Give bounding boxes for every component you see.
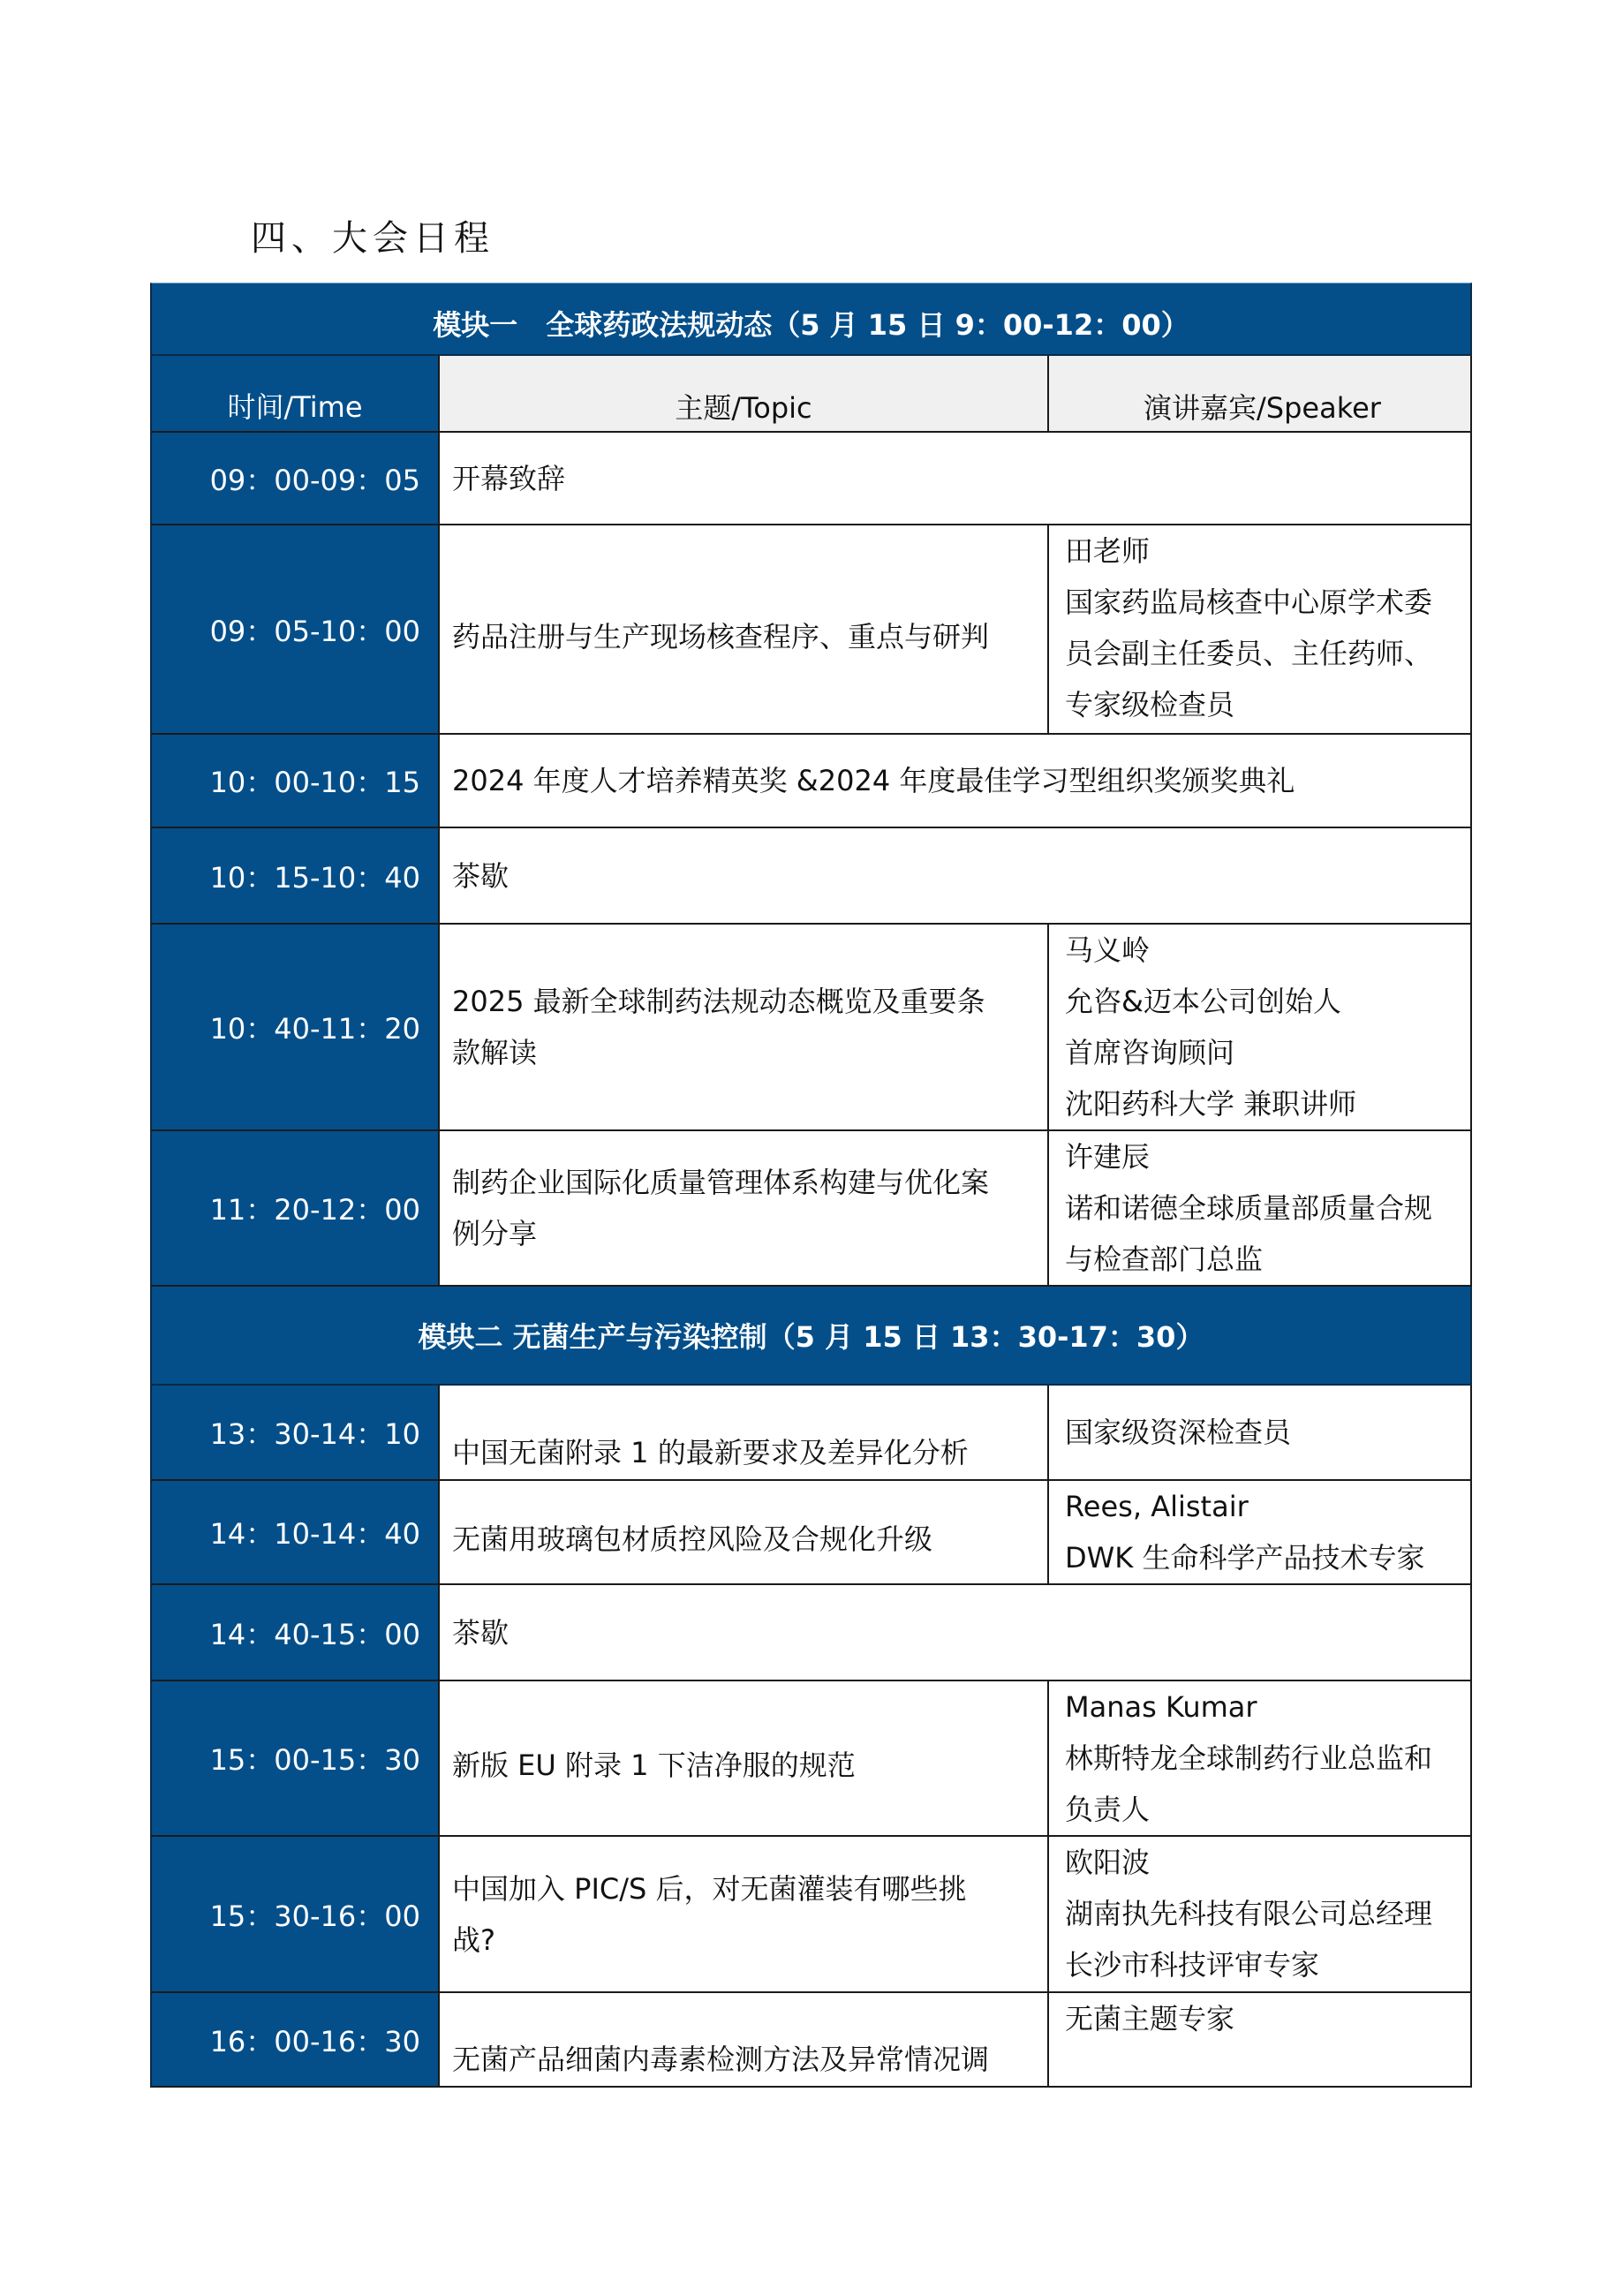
- session-time: 10：15-10：40: [150, 828, 438, 925]
- session-topic: 茶歇: [438, 828, 1472, 925]
- session-speaker: [1047, 1837, 1472, 1993]
- session-time: 14：40-15：00: [150, 1585, 438, 1681]
- table-row: [150, 925, 1472, 1131]
- session-time: 09：05-10：00: [150, 525, 438, 735]
- topic-line: 中国加入 PIC/S 后，对无菌灌装有哪些挑: [452, 1871, 967, 1906]
- topic-line: 制药企业国际化质量管理体系构建与优化案: [452, 1166, 990, 1199]
- session-topic: 无菌用玻璃包材质控风险及合规化升级: [438, 1481, 1047, 1585]
- session-speaker: [1047, 525, 1472, 735]
- session-time: 10：40-11：20: [150, 925, 438, 1131]
- session-time: 14：10-14：40: [150, 1481, 438, 1585]
- column-header-time: [150, 356, 438, 433]
- table-row: [150, 1993, 1472, 2088]
- speaker-title: 负责人: [1065, 1793, 1151, 1826]
- speaker-name: 田老师: [1065, 534, 1151, 568]
- session-topic: 无菌产品细菌内毒素检测方法及异常情况调: [438, 1993, 1047, 2088]
- session-topic: 药品注册与生产现场核查程序、重点与研判: [438, 525, 1047, 735]
- table-row: [150, 433, 1472, 525]
- table-row: [150, 1837, 1472, 1993]
- column-header-speaker: [1047, 356, 1472, 433]
- session-time: 15：30-16：00: [150, 1837, 438, 1993]
- topic-line: 款解读: [452, 1036, 538, 1069]
- session-topic: [438, 1837, 1047, 1993]
- speaker-title: 沈阳药科大学 兼职讲师: [1065, 1087, 1357, 1121]
- column-header-topic: [438, 356, 1047, 433]
- module-1-header: [150, 283, 1472, 356]
- topic-line: 2025 最新全球制药法规动态概览及重要条: [452, 985, 985, 1018]
- table-row: [150, 525, 1472, 735]
- session-time: 09：00-09：05: [150, 433, 438, 525]
- table-row: [150, 1681, 1472, 1837]
- speaker-title: 与检查部门总监: [1065, 1242, 1264, 1276]
- session-speaker: [1047, 1386, 1472, 1481]
- speaker-title: 诺和诺德全球质量部质量合规: [1065, 1191, 1433, 1225]
- column-header-speaker-label: 演讲嘉宾/Speaker: [1144, 391, 1381, 425]
- table-row: [150, 1386, 1472, 1481]
- column-header-topic-label: 主题/Topic: [675, 391, 812, 425]
- session-time: 15：00-15：30: [150, 1681, 438, 1837]
- session-topic: 中国无菌附录 1 的最新要求及差异化分析: [438, 1386, 1047, 1481]
- speaker-name: 许建辰: [1065, 1140, 1151, 1174]
- session-speaker: [1047, 1993, 1472, 2088]
- speaker-title: 首席咨询顾问: [1065, 1036, 1235, 1069]
- speaker-name: Manas Kumar: [1065, 1690, 1257, 1724]
- speaker-name: 无菌主题专家: [1065, 2002, 1235, 2035]
- module-2-header: [150, 1287, 1472, 1386]
- speaker-title: DWK 生命科学产品技术专家: [1065, 1541, 1425, 1575]
- column-header-row: [150, 356, 1472, 433]
- session-time: 16：00-16：30: [150, 1993, 438, 2088]
- column-header-time-label: 时间/Time: [227, 390, 363, 424]
- speaker-title: 允咨&迈本公司创始人: [1065, 985, 1341, 1018]
- session-topic: 开幕致辞: [438, 433, 1472, 525]
- session-speaker: [1047, 1481, 1472, 1585]
- session-time: 11：20-12：00: [150, 1131, 438, 1287]
- speaker-name: 马义岭: [1065, 933, 1151, 967]
- table-row: [150, 735, 1472, 828]
- session-speaker: [1047, 925, 1472, 1131]
- topic-line: 例分享: [452, 1217, 538, 1250]
- speaker-name: 欧阳波: [1065, 1846, 1151, 1879]
- session-topic: [438, 925, 1047, 1131]
- session-topic: 新版 EU 附录 1 下洁净服的规范: [438, 1681, 1047, 1837]
- session-topic: 2024 年度人才培养精英奖 &2024 年度最佳学习型组织奖颁奖典礼: [438, 735, 1472, 828]
- speaker-name: Rees, Alistair: [1065, 1490, 1249, 1523]
- speaker-title: 林斯特龙全球制药行业总监和: [1065, 1741, 1433, 1775]
- speaker-title: 专家级检查员: [1065, 688, 1235, 721]
- table-row: [150, 828, 1472, 925]
- module-2-title: 模块二 无菌生产与污染控制（5 月 15 日 13：30-17：30）: [418, 1320, 1204, 1354]
- speaker-title: 长沙市科技评审专家: [1065, 1948, 1320, 1982]
- table-row: [150, 1131, 1472, 1287]
- page-title: 四、大会日程: [251, 218, 494, 259]
- session-speaker: [1047, 1131, 1472, 1287]
- session-topic: [438, 1131, 1047, 1287]
- table-row: [150, 1585, 1472, 1681]
- session-speaker: [1047, 1681, 1472, 1837]
- session-topic: 茶歇: [438, 1585, 1472, 1681]
- module-1-title: 模块一 全球药政法规动态（5 月 15 日 9：00-12：00）: [433, 308, 1189, 342]
- speaker-title: 国家药监局核查中心原学术委: [1065, 585, 1433, 619]
- speaker-name: 国家级资深检查员: [1065, 1416, 1292, 1449]
- speaker-title: 湖南执先科技有限公司总经理: [1065, 1897, 1433, 1930]
- topic-line: 战?: [452, 1922, 495, 1957]
- session-time: 13：30-14：10: [150, 1386, 438, 1481]
- session-time: 10：00-10：15: [150, 735, 438, 828]
- table-row: [150, 1481, 1472, 1585]
- speaker-title: 员会副主任委员、主任药师、: [1065, 637, 1433, 670]
